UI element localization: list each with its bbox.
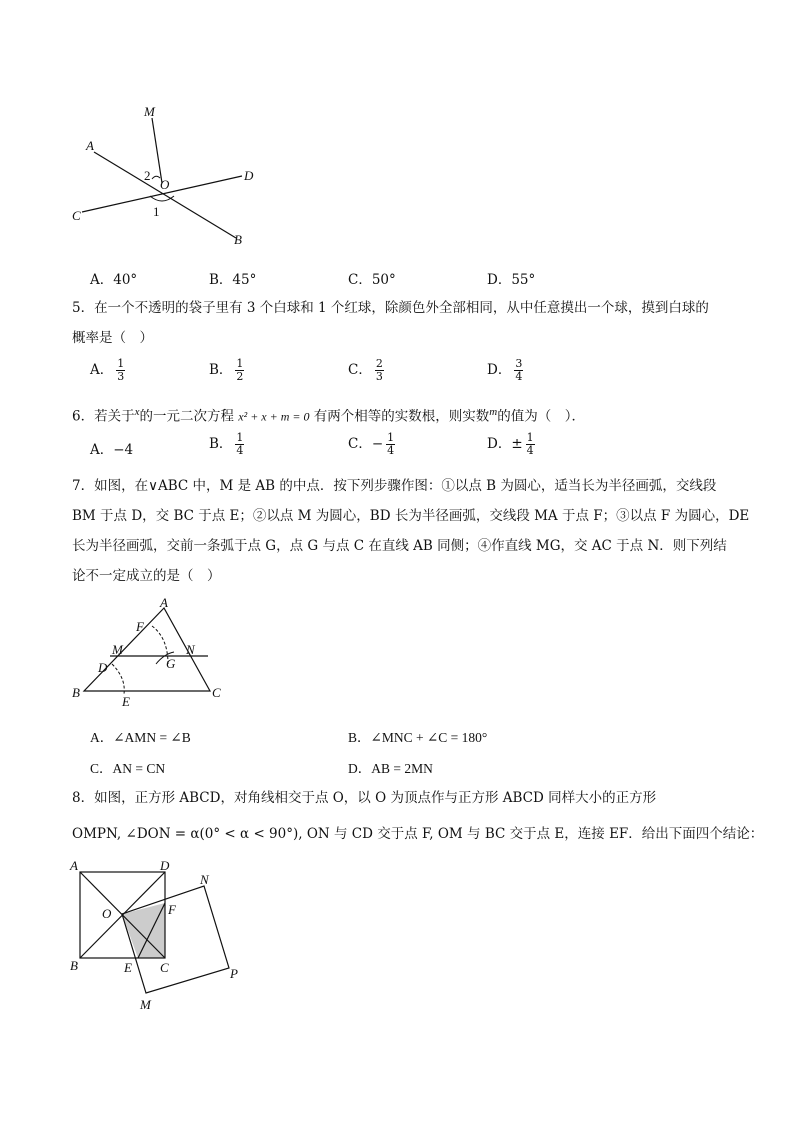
line-om — [152, 118, 162, 183]
label-1: 1 — [153, 204, 160, 219]
fraction: $\frac{1}{4}$ — [526, 431, 534, 457]
label-F: F — [168, 902, 176, 917]
fraction: $\frac{3}{4}$ — [515, 357, 523, 383]
label-B: B — [234, 232, 242, 247]
q5-option-a[interactable]: A． $\frac{1}{3}$ — [90, 357, 125, 383]
q7-option-b[interactable]: B．∠MNC + ∠C = 180° — [348, 730, 488, 745]
label-C: C — [160, 960, 169, 975]
angle-1-arc — [150, 196, 174, 201]
label-A: A — [86, 138, 94, 153]
q6-option-a[interactable]: A．−4 — [90, 442, 134, 458]
q7-option-c[interactable]: C．AN = CN — [90, 761, 166, 776]
label-C: C — [212, 685, 221, 700]
label-M: M — [112, 642, 123, 657]
line-ab — [94, 152, 236, 238]
label-B: B — [70, 958, 78, 973]
q8-stem-line1: 8．如图，正方形 ABCD，对角线相交于点 O，以 O 为顶点作与正方形 ABCD 同样大小的正方形 — [72, 790, 657, 806]
label-D: D — [98, 660, 108, 675]
q6-option-c[interactable]: C．− $\frac{1}{4}$ — [348, 431, 395, 457]
label-N: N — [200, 872, 209, 887]
arc-de — [112, 664, 124, 694]
q7-stem-line4: 论不一定成立的是（ ） — [72, 568, 221, 584]
q5-stem-line2: 概率是（ ） — [72, 330, 153, 346]
q6-option-d[interactable]: D．± $\frac{1}{4}$ — [487, 431, 534, 457]
label-M: M — [140, 997, 151, 1012]
label-N: N — [186, 642, 195, 657]
angle-2-arc — [152, 176, 160, 179]
fraction: $\frac{1}{2}$ — [236, 357, 244, 383]
q5-option-d[interactable]: D． $\frac{3}{4}$ — [487, 357, 523, 383]
label-P: P — [230, 966, 238, 981]
q6-option-b[interactable]: B． $\frac{1}{4}$ — [209, 431, 244, 457]
figure-q4-angles — [60, 100, 280, 260]
q7-stem-line2: BM 于点 D，交 BC 于点 E；②以点 M 为圆心，BD 长为半径画弧，交线段 MA 于点 F；③以点 F 为圆心，DE — [72, 508, 750, 524]
q5-option-b[interactable]: B． $\frac{1}{2}$ — [209, 357, 244, 383]
q5-stem-line1: 5．在一个不透明的袋子里有 3 个白球和 1 个红球，除颜色外全部相同，从中任意摸出一个球，摸到白球的 — [72, 300, 709, 316]
q6-stem: 6．若关于$^x$的一元二次方程 x² + x + m = 0 有两个相等的实数根，则实数$^m$的值为（ ）． — [72, 406, 585, 425]
label-M: M — [144, 104, 155, 119]
q4-option-b[interactable]: B．45° — [209, 272, 257, 288]
q4-option-d[interactable]: D．55° — [487, 272, 536, 288]
label-O: O — [160, 177, 170, 192]
q7-option-d[interactable]: D．AB = 2MN — [348, 761, 433, 776]
fraction: $\frac{2}{3}$ — [375, 357, 383, 383]
label-C: C — [72, 208, 81, 223]
label-F: F — [136, 619, 144, 634]
figure-q8-squares — [64, 856, 264, 1016]
figure-q7-construction — [64, 598, 234, 710]
fraction: $\frac{1}{4}$ — [387, 431, 395, 457]
q4-option-c[interactable]: C．50° — [348, 272, 396, 288]
q7-stem-line1: 7．如图，在∨ABC 中，M 是 AB 的中点．按下列步骤作图：①以点 B 为圆心，适当长为半径画弧，交线段 — [72, 478, 717, 494]
label-O: O — [102, 906, 112, 921]
q7-stem-line3: 长为半径画弧，交前一条弧于点 G，点 G 与点 C 在直线 AB 同侧；④作直线 MG，交 AC 于点 N．则下列结 — [72, 538, 727, 554]
label-A: A — [70, 858, 78, 873]
q5-option-c[interactable]: C． $\frac{2}{3}$ — [348, 357, 383, 383]
label-G: G — [166, 656, 176, 671]
label-B: B — [72, 685, 80, 700]
fraction: $\frac{1}{3}$ — [117, 357, 125, 383]
label-D: D — [160, 858, 170, 873]
q7-option-a[interactable]: A．∠AMN = ∠B — [90, 730, 191, 745]
label-2: 2 — [144, 168, 151, 183]
label-D: D — [244, 168, 254, 183]
equation: x² + x + m = 0 — [238, 409, 310, 424]
label-E: E — [122, 694, 130, 709]
label-E: E — [124, 960, 132, 975]
fraction: $\frac{1}{4}$ — [236, 431, 244, 457]
q4-option-a[interactable]: A．40° — [90, 272, 138, 288]
label-A: A — [160, 598, 168, 610]
q8-stem-line2: OMPN, ∠DON = α(0° < α < 90°), ON 与 CD 交于点 F, OM 与 BC 交于点 E，连接 EF．给出下面四个结论： — [72, 826, 764, 842]
